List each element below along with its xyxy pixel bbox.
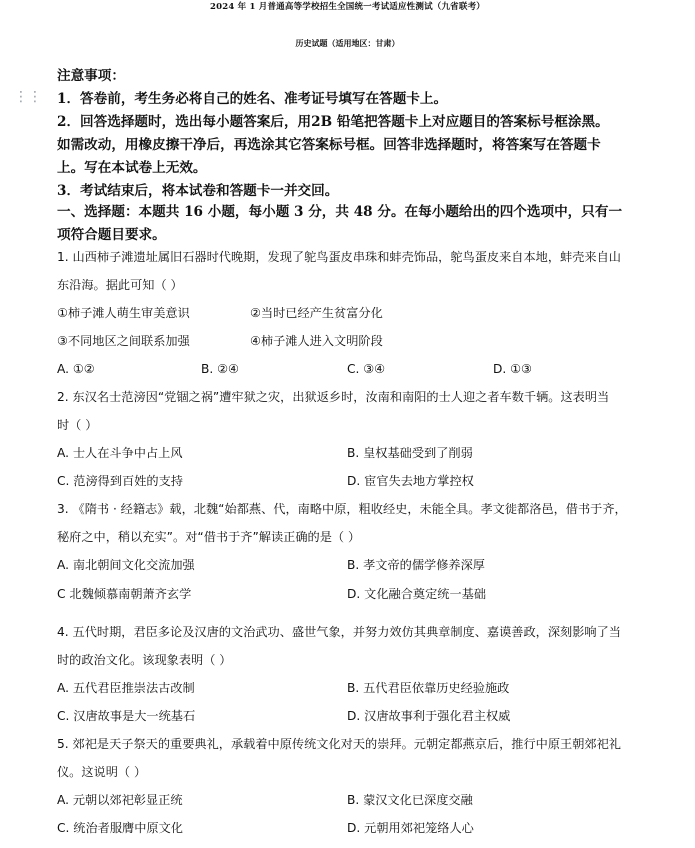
question-2-stem: 时（ ） xyxy=(57,418,98,432)
question-4-stem: 4. 五代时期，君臣多论及汉唐的文治武功、盛世气象，并努力效仿其典章制度、嘉谟善政，深刻影响了当 xyxy=(57,625,621,639)
notes-line: 1．答卷前，考生务必将自己的姓名、准考证号填写在答题卡上。 xyxy=(57,91,448,107)
question-2-option-d: D. 宦官失去地方掌控权 xyxy=(347,474,474,488)
question-1-item: ②当时已经产生贫富分化 xyxy=(250,306,383,320)
notes-heading: 注意事项： xyxy=(57,68,125,84)
question-1-stem: 东沿海。据此可知（ ） xyxy=(57,278,183,292)
notes-line: 3．考试结束后，将本试卷和答题卡一并交回。 xyxy=(57,183,339,199)
question-1-option-a: A. ①② xyxy=(57,362,95,376)
question-3-option-b: B. 孝文帝的儒学修养深厚 xyxy=(347,558,485,572)
question-3-stem: 秘府之中，稍以充实”。对“借书于齐”解读正确的是（ ） xyxy=(57,530,361,544)
question-3-stem: 3. 《隋书 · 经籍志》载，北魏“始都燕、代，南略中原，粗收经史，未能全具。孝文徙都洛邑，借书于齐， xyxy=(57,502,627,516)
question-4-option-d: D. 汉唐故事利于强化君主权威 xyxy=(347,709,511,723)
question-3-option-d: D. 文化融合奠定统一基础 xyxy=(347,587,487,601)
question-5-option-b: B. 蒙汉文化已深度交融 xyxy=(347,793,473,807)
question-4-option-c: C. 汉唐故事是大一统基石 xyxy=(57,709,196,723)
question-1-item: ①柿子滩人萌生审美意识 xyxy=(57,306,190,320)
question-5-option-a: A. 元朝以郊祀彰显正统 xyxy=(57,793,183,807)
question-5-stem: 5. 郊祀是天子祭天的重要典礼，承载着中原传统文化对天的崇拜。元朝定都燕京后，推行中原王朝郊祀礼 xyxy=(57,737,621,751)
question-1-item: ④柿子滩人进入文明阶段 xyxy=(250,334,383,348)
notes-line: 2．回答选择题时，选出每小题答案后，用2B 铅笔把答题卡上对应题目的答案标号框涂黑。 xyxy=(57,114,609,130)
exam-title: 2024 年 1 月普通高等学校招生全国统一考试适应性测试（九省联考） xyxy=(210,2,485,12)
question-5-stem: 仪。这说明（ ） xyxy=(57,765,147,779)
notes-line: 如需改动，用橡皮擦干净后，再选涂其它答案标号框。回答非选择题时，将答案写在答题卡 xyxy=(57,137,601,153)
question-2-option-a: A. 士人在斗争中占上风 xyxy=(57,446,183,460)
question-3-option-a: A. 南北朝间文化交流加强 xyxy=(57,558,195,572)
exam-subtitle: 历史试题（适用地区：甘肃） xyxy=(295,38,400,48)
question-4-stem: 时的政治文化。该现象表明（ ） xyxy=(57,653,232,667)
question-2-stem: 2. 东汉名士范滂因“党锢之祸”遭牢狱之灾，出狱返乡时，汝南和南阳的士人迎之者车数千辆。这表明当 xyxy=(57,390,610,404)
question-4-option-b: B. 五代君臣依靠历史经验施政 xyxy=(347,681,510,695)
question-1-option-b: B. ②④ xyxy=(201,362,239,376)
section-heading: 一、选择题：本题共 16 小题，每小题 3 分，共 48 分。在每小题给出的四个选项中，只有一 xyxy=(57,204,623,220)
question-2-option-b: B. 皇权基础受到了削弱 xyxy=(347,446,473,460)
question-5-option-c: C. 统治者服膺中原文化 xyxy=(57,821,183,835)
notes-line: 上。写在本试卷上无效。 xyxy=(57,160,207,176)
question-5-option-d: D. 元朝用郊祀笼络人心 xyxy=(347,821,474,835)
question-1-stem: 1. 山西柿子滩遗址属旧石器时代晚期，发现了鸵鸟蛋皮串珠和蚌壳饰品，鸵鸟蛋皮来自本地，蚌壳来自山 xyxy=(57,250,621,264)
question-1-option-c: C. ③④ xyxy=(347,362,386,376)
drag-handle-icon[interactable]: ⋮⋮ xyxy=(14,89,42,105)
question-4-option-a: A. 五代君臣推崇法古改制 xyxy=(57,681,195,695)
section-heading: 项符合题目要求。 xyxy=(57,227,166,243)
question-3-option-c: C 北魏倾慕南朝萧齐玄学 xyxy=(57,587,192,601)
question-1-item: ③不同地区之间联系加强 xyxy=(57,334,190,348)
question-2-option-c: C. 范滂得到百姓的支持 xyxy=(57,474,183,488)
question-1-option-d: D. ①③ xyxy=(493,362,532,376)
